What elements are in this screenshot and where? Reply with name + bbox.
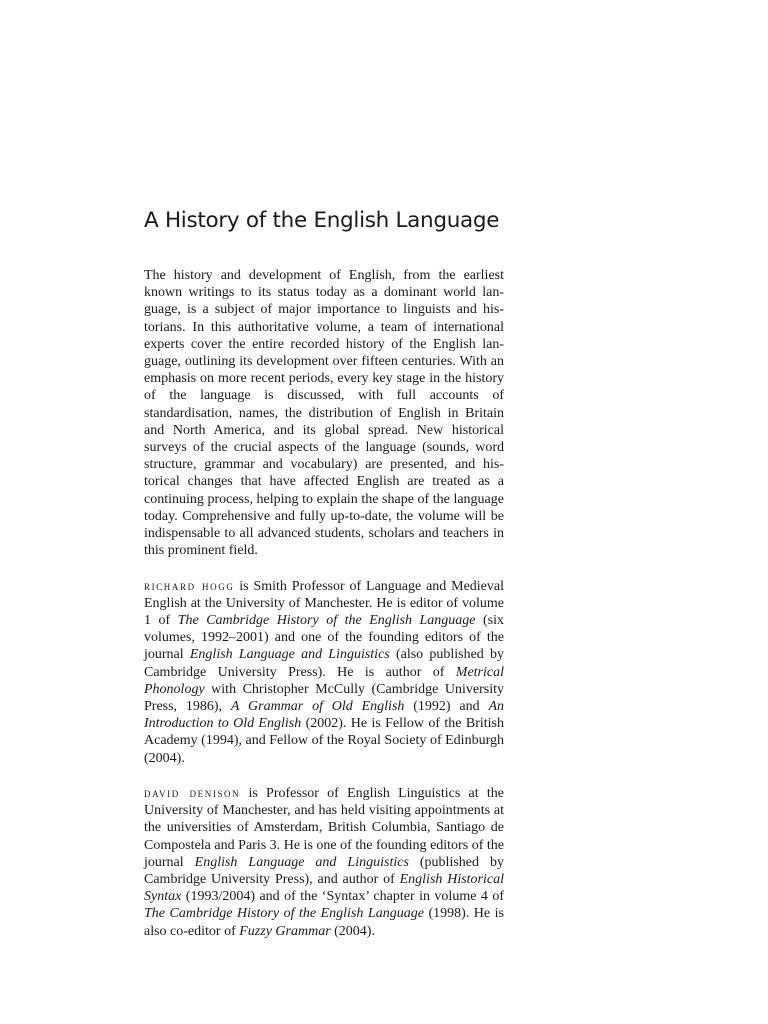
author-bio-richard-hogg: richard hogg is Smith Professor of Language and Medieval English at the University of Manchester. He is editor of volume 1 of The Cambridge History of the English Language (six volumes, 1992–2001) and one of the founding editors of the journal English Language and Linguistics (also published by Cambridge University Press). He is author of Metrical Phonology with Christopher McCully (Cambridge University Press, 1986), A Grammar of Old English (1992) and An Introduction to Old English (2002). He is Fellow of the British Academy (1994), and Fellow of the Royal Society of Edinburgh (2004). — [144, 577, 505, 766]
book-title: A History of the English Language — [144, 208, 500, 233]
book-description: The history and development of English, from the earliest known writings to its status today as a dominant world language, is a subject of major importance to linguists and historians. In this authoritative volume, a team of international experts cover the entire recorded history of the English language, outlining its development over fifteen centuries. With an emphasis on more recent periods, every key stage in the history of the language is discussed, with full accounts of standardisation, names, the distribution of English in Britain and North America, and its global spread. New historical surveys of the crucial aspects of the language (sounds, word structure, grammar and vocabulary) are presented, and historical changes that have affected English are treated as a continuing process, helping to explain the shape of the language today. Comprehensive and fully up-to-date, the volume will be indispensable to all advanced students, scholars and teachers in this prominent field. — [144, 268, 504, 559]
body-text — [144, 267, 504, 957]
author-name: david denison — [144, 785, 241, 801]
author-name: richard hogg — [144, 577, 235, 593]
author-bio-david-denison: david denison is Professor of English Linguistics at the University of Manchester, and has held visiting appointments at the universities of Amsterdam, British Columbia, Santiago de Compostela and Paris 3. He is one of the founding editors of the journal English Language and Linguistics (published by Cambridge University Press), and author of English Historical Syntax (1993/2004) and of the ‘Syntax’ chapter in volume 4 of The Cambridge History of the English Language (1998). He is also co-editor of Fuzzy Grammar (2004). — [144, 785, 504, 939]
